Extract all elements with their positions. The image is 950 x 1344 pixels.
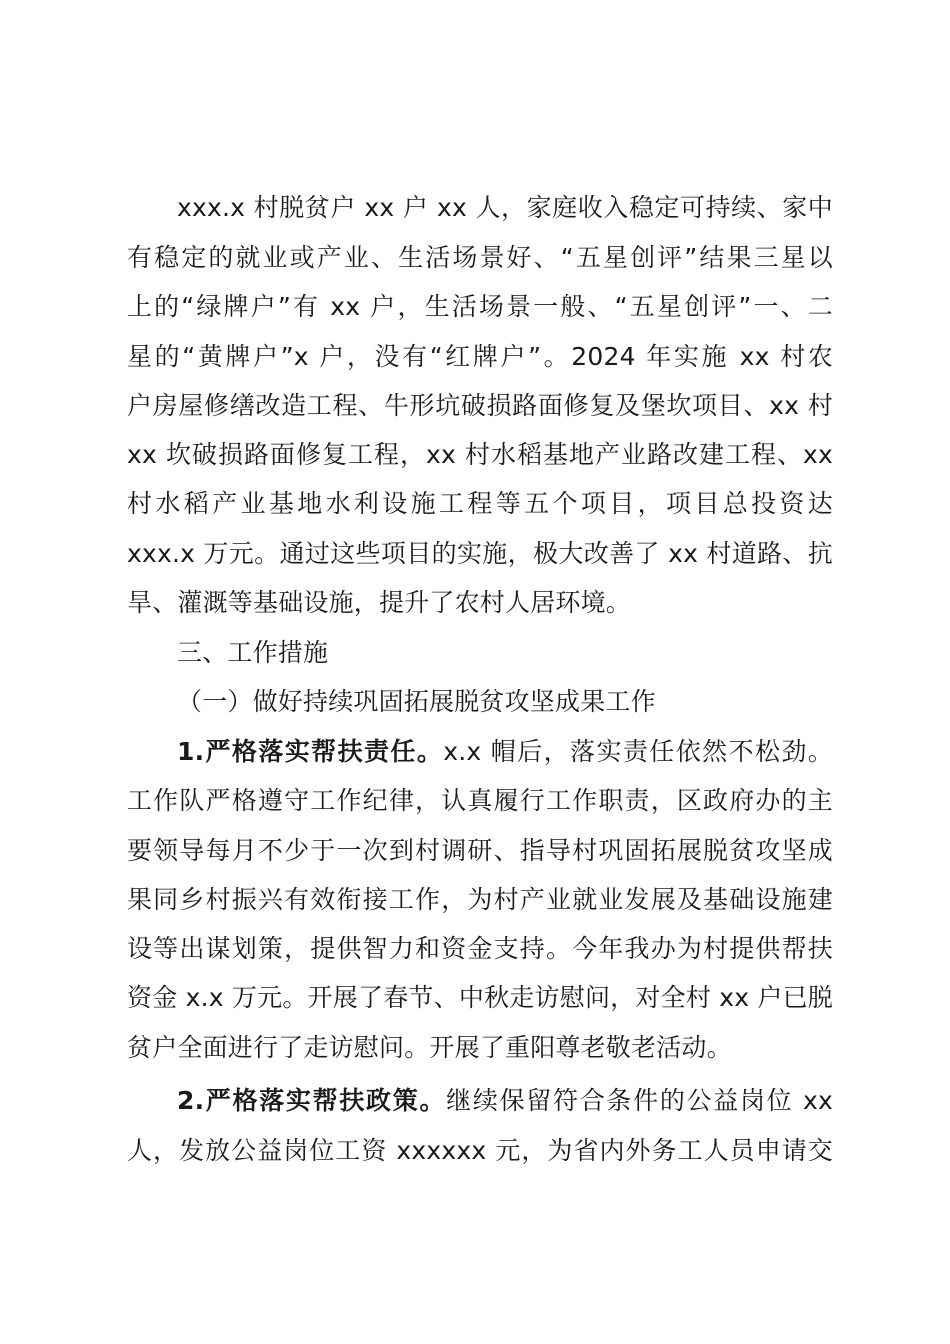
paragraph-line: 上的“绿牌户”有 xx 户，生活场景一般、“五星创评”一、二 [127, 292, 833, 321]
paragraph-line: 有稳定的就业或产业、生活场景好、“五星创评”结果三星以 [127, 243, 833, 272]
item-title: 2.严格落实帮扶政策。 [177, 1086, 447, 1115]
item-title: 1.严格落实帮扶责任。 [177, 737, 444, 766]
section-heading: 三、工作措施 [177, 638, 329, 667]
item-text: x.x 帽后，落实责任依然不松劲。 [443, 737, 833, 766]
paragraph-line: xxx.x 村脱贫户 xx 户 xx 人，家庭收入稳定可持续、家中 [177, 193, 833, 222]
paragraph-line: 工作队严格遵守工作纪律，认真履行工作职责，区政府办的主 [127, 786, 833, 815]
paragraph-line: 户房屋修缮改造工程、牛形坑破损路面修复及堡坎项目、xx 村 [127, 391, 833, 420]
paragraph-line: 人，发放公益岗位工资 xxxxxx 元，为省内外务工人员申请交 [127, 1136, 833, 1165]
paragraph-line: xxx.x 万元。通过这些项目的实施，极大改善了 xx 村道路、抗 [127, 539, 833, 568]
paragraph-line: 要领导每月不少于一次到村调研、指导村巩固拓展脱贫攻坚成 [127, 836, 833, 865]
item-text: 继续保留符合条件的公益岗位 xx [446, 1086, 833, 1115]
paragraph-line: 资金 x.x 万元。开展了春节、中秋走访慰问，对全村 xx 户已脱 [127, 983, 833, 1012]
paragraph-line: 旱、灌溉等基础设施，提升了农村人居环境。 [127, 588, 632, 617]
paragraph-line: 星的“黄牌户”x 户，没有“红牌户”。2024 年实施 xx 村农 [127, 342, 833, 371]
subsection-heading: （一）做好持续巩固拓展脱贫攻坚成果工作 [177, 687, 656, 716]
item-first-line [177, 732, 833, 772]
paragraph-line: 设等出谋划策，提供智力和资金支持。今年我办为村提供帮扶 [127, 934, 833, 963]
paragraph-line: 村水稻产业基地水利设施工程等五个项目，项目总投资达 [127, 489, 833, 518]
paragraph-line: 果同乡村振兴有效衔接工作，为村产业就业发展及基础设施建 [127, 885, 833, 914]
paragraph-line: xx 坎破损路面修复工程，xx 村水稻基地产业路改建工程、xx [127, 440, 833, 469]
item-first-line [177, 1081, 833, 1121]
paragraph-line: 贫户全面进行了走访慰问。开展了重阳尊老敬老活动。 [127, 1033, 732, 1062]
